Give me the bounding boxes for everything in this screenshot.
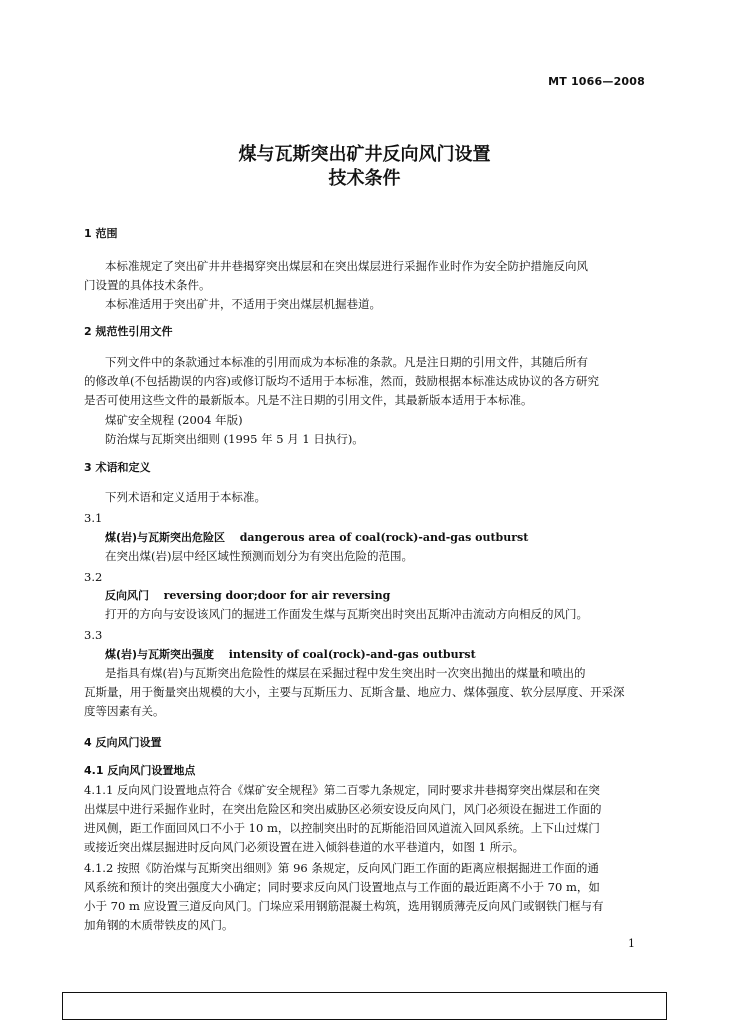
term-3-3-heading [105, 646, 649, 663]
section-4-1-heading: 4.1 反向风门设置地点 [84, 764, 196, 777]
section-1-para2: 本标准适用于突出矿井，不适用于突出煤层机掘巷道。 [105, 297, 381, 311]
clause-4-1-1-line3: 进风侧，距工作面回风口不小于 10 m，以控制突出时的瓦斯能沿回风道流入回风系统。上下山过煤门 [84, 821, 600, 835]
term-3-1-english: dangerous area of coal(rock)-and-gas outburst [239, 531, 529, 544]
term-3-1-heading [105, 529, 649, 546]
term-3-2-english: reversing door;door for air reversing [163, 589, 391, 602]
document-title-line1: 煤与瓦斯突出矿井反向风门设置 [238, 144, 491, 165]
term-3-2-heading [105, 587, 649, 604]
term-3-1-number: 3.1 [84, 511, 103, 525]
section-2-heading: 2 规范性引用文件 [84, 325, 173, 338]
clause-4-1-2-line4: 加角钢的木质带铁皮的风门。 [84, 918, 234, 932]
section-2-para-line1: 下列文件中的条款通过本标准的引用而成为本标准的条款。凡是注日期的引用文件，其随后所有 [105, 355, 588, 369]
term-3-2-chinese: 反向风门 [105, 589, 149, 602]
reference-1: 煤矿安全规程 (2004 年版) [105, 413, 243, 427]
section-2-para-line2: 的修改单(不包括勘误的内容)或修订版均不适用于本标准，然而，鼓励根据本标准达成协议的各方研究 [84, 374, 599, 388]
term-3-3-definition-line3: 度等因素有关。 [84, 704, 165, 718]
term-3-2-number: 3.2 [84, 570, 103, 584]
clause-4-1-1-line4: 或接近突出煤层掘进时反向风门必须设置在进入倾斜巷道的水平巷道内，如图 1 所示。 [84, 840, 525, 854]
clause-4-1-2-line2: 风系统和预计的突出强度大小确定；同时要求反向风门设置地点与工作面的最近距离不小于 70 m，如 [84, 880, 600, 894]
clause-4-1-1-line1: 4.1.1 反向风门设置地点符合《煤矿安全规程》第二百零九条规定，同时要求井巷揭穿突出煤层和在突 [84, 783, 600, 797]
page-number: 1 [628, 937, 635, 950]
section-2-para-line3: 是否可使用这些文件的最新版本。凡是不注日期的引用文件，其最新版本适用于本标准。 [84, 393, 533, 407]
term-3-2-definition: 打开的方向与安设该风门的掘进工作面发生煤与瓦斯突出时突出瓦斯冲击流动方向相反的风门。 [105, 607, 588, 621]
term-3-1-definition: 在突出煤(岩)层中经区域性预测而划分为有突出危险的范围。 [105, 549, 413, 563]
document-title-line2: 技术条件 [328, 168, 401, 189]
term-3-1-chinese: 煤(岩)与瓦斯突出危险区 [105, 531, 226, 544]
reference-2: 防治煤与瓦斯突出细则 (1995 年 5 月 1 日执行)。 [105, 432, 364, 446]
section-1-para1-line2: 门设置的具体技术条件。 [84, 278, 211, 292]
clause-4-1-1-line2: 出煤层中进行采掘作业时，在突出危险区和突出威胁区必须安设反向风门，风门必须设在掘进工作面的 [84, 802, 602, 816]
section-1-heading: 1 范围 [84, 227, 118, 240]
standard-code: MT 1066—2008 [548, 75, 645, 88]
term-3-3-number: 3.3 [84, 628, 103, 642]
clause-4-1-2-line1: 4.1.2 按照《防治煤与瓦斯突出细则》第 96 条规定，反向风门距工作面的距离应根据掘进工作面的通 [84, 861, 599, 875]
section-3-heading: 3 术语和定义 [84, 461, 151, 474]
section-1-para1-line1: 本标准规定了突出矿井井巷揭穿突出煤层和在突出煤层进行采掘作业时作为安全防护措施反向风 [105, 259, 588, 273]
clause-4-1-2-line3: 小于 70 m 应设置三道反向风门。门垛应采用钢筋混凝土构筑，选用钢质薄壳反向风门或钢铁门框与有 [84, 899, 604, 913]
term-3-3-definition-line2: 瓦斯量，用于衡量突出规模的大小，主要与瓦斯压力、瓦斯含量、地应力、煤体强度、软分层厚度、开采深 [84, 685, 625, 699]
footer-frame [62, 992, 667, 1020]
term-3-3-english: intensity of coal(rock)-and-gas outburst [228, 648, 476, 661]
section-3-intro: 下列术语和定义适用于本标准。 [105, 490, 266, 504]
term-3-3-chinese: 煤(岩)与瓦斯突出强度 [105, 648, 215, 661]
section-4-heading: 4 反向风门设置 [84, 736, 162, 749]
term-3-3-definition-line1: 是指具有煤(岩)与瓦斯突出危险性的煤层在采掘过程中发生突出时一次突出抛出的煤量和喷出的 [105, 666, 586, 680]
